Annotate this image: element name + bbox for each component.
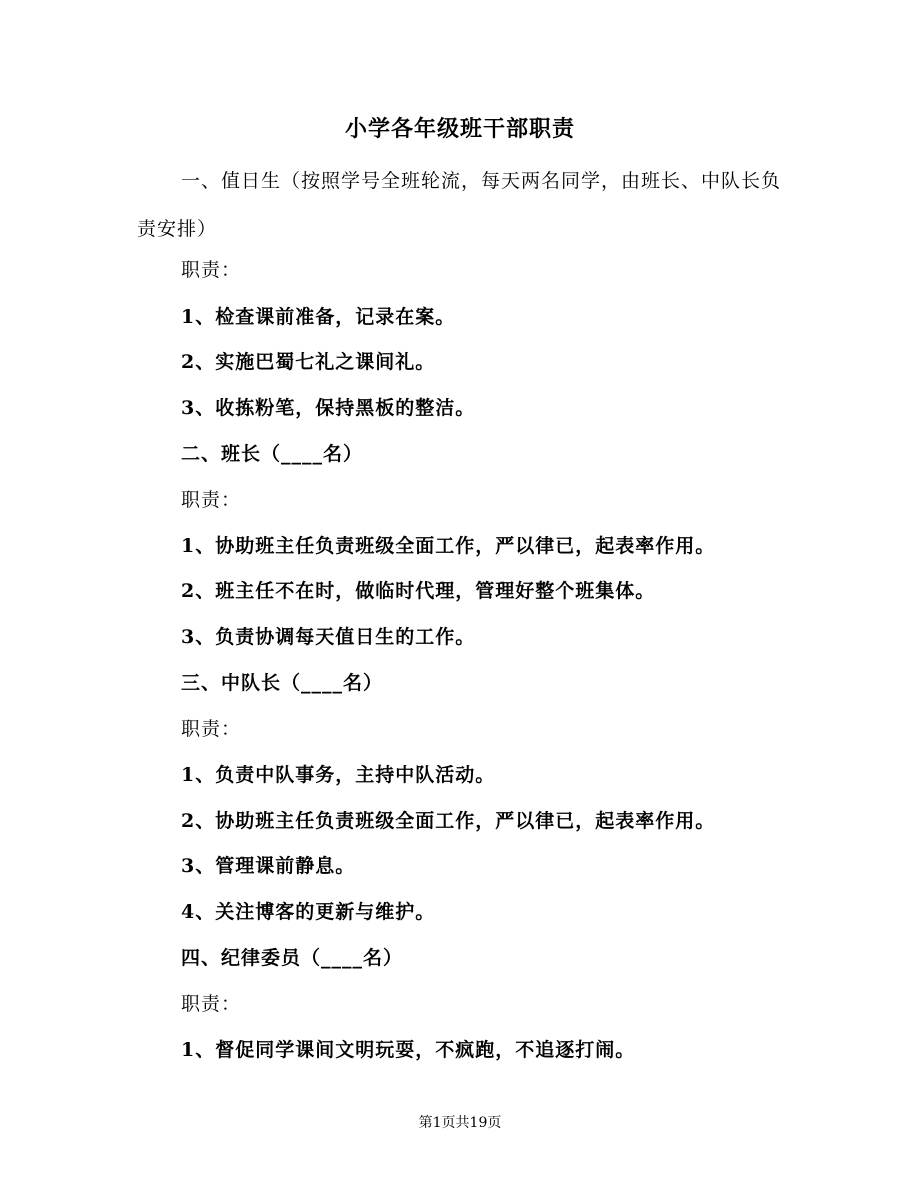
responsibility-label: 职责： — [181, 489, 242, 511]
list-item: 1、负责中队事务，主持中队活动。 — [181, 764, 496, 786]
list-item: 2、班主任不在时，做临时代理，管理好整个班集体。 — [181, 580, 656, 602]
document-title: 小学各年级班干部职责 — [344, 116, 575, 142]
section-heading-class-monitor: 二、班长（____名） — [181, 443, 364, 465]
responsibility-label: 职责： — [181, 993, 242, 1015]
list-item: 1、督促同学课间文明玩耍，不疯跑，不追逐打闹。 — [181, 1039, 636, 1061]
list-item: 2、实施巴蜀七礼之课间礼。 — [181, 351, 436, 373]
list-item: 3、收拣粉笔，保持黑板的整洁。 — [181, 397, 476, 419]
list-item: 2、协助班主任负责班级全面工作，严以律已，起表率作用。 — [181, 810, 716, 832]
page-indicator: 第1页共19页 — [418, 1115, 502, 1131]
responsibility-label: 职责： — [181, 259, 242, 281]
section-heading-squadron-leader: 三、中队长（____名） — [181, 672, 384, 694]
list-item: 3、管理课前静息。 — [181, 855, 356, 877]
list-item: 4、关注博客的更新与维护。 — [181, 901, 436, 923]
responsibility-label: 职责： — [181, 718, 242, 740]
section-heading-duty-student: 一、值日生（按照学号全班轮流，每天两名同学，由班长、中队长负责安排） — [137, 170, 782, 240]
list-item: 1、协助班主任负责班级全面工作，严以律已，起表率作用。 — [181, 535, 716, 557]
section-heading-discipline-committee: 四、纪律委员（____名） — [181, 947, 404, 969]
list-item: 1、检查课前准备，记录在案。 — [181, 306, 456, 328]
list-item: 3、负责协调每天值日生的工作。 — [181, 626, 476, 648]
